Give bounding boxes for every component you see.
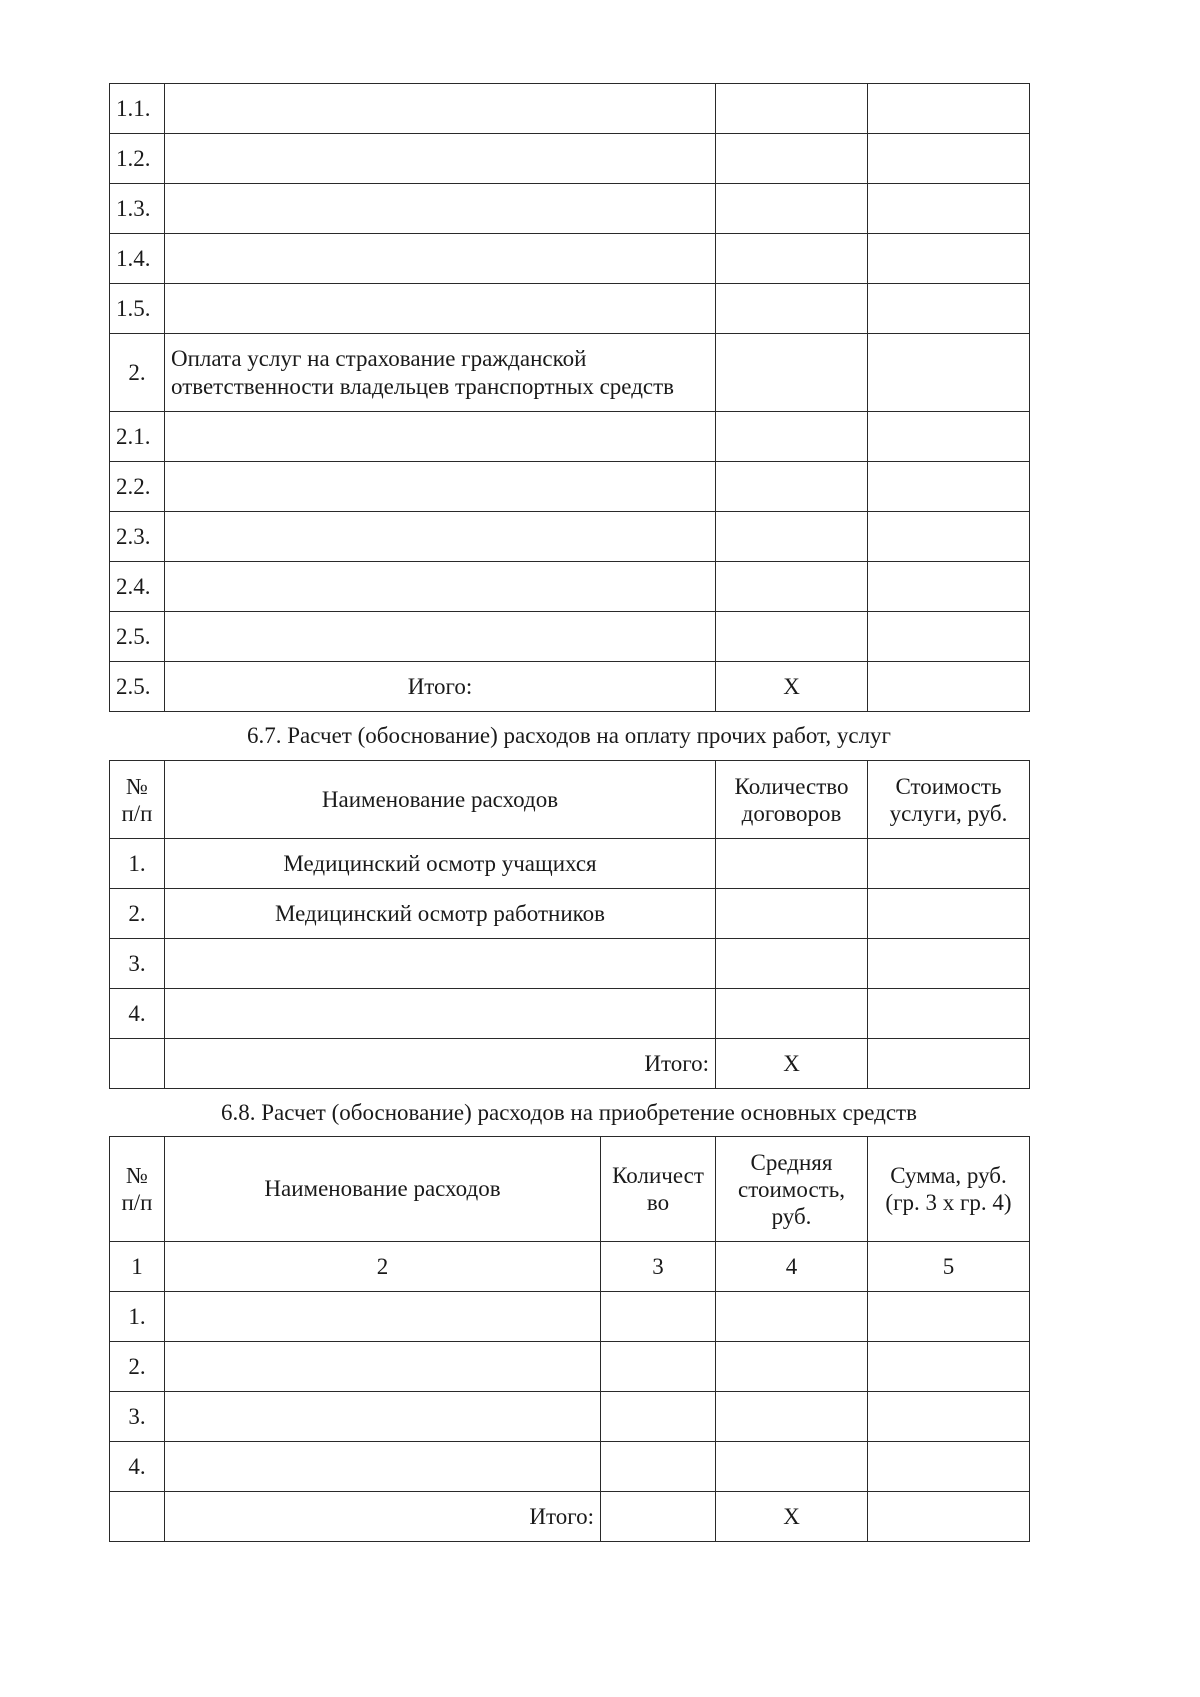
table-row: [110, 462, 1030, 512]
expense-name: [165, 562, 716, 612]
expense-name: [165, 134, 716, 184]
qty-cell: [716, 462, 868, 512]
cost-cell: [868, 889, 1030, 939]
cost-cell: [868, 234, 1030, 284]
expense-name: [165, 184, 716, 234]
cost-cell: [868, 1039, 1030, 1089]
header-avg-line: руб.: [771, 1203, 812, 1229]
column-number: 1: [110, 1242, 165, 1292]
table-row: [110, 1392, 1030, 1442]
expense-name: [165, 462, 716, 512]
column-numbers-row: [110, 1242, 1030, 1292]
row-number: 1.: [110, 1292, 165, 1342]
table-row: [110, 412, 1030, 462]
cost-cell: [868, 512, 1030, 562]
header-cost-line: услуги, руб.: [889, 800, 1008, 826]
qty-cell: [716, 84, 868, 134]
column-number: 4: [716, 1242, 868, 1292]
expense-name: Медицинский осмотр учащихся: [165, 839, 716, 889]
total-label: Итого:: [165, 662, 716, 712]
table-row: [110, 939, 1030, 989]
table-row: [110, 84, 1030, 134]
header-sum-line: Сумма, руб.: [890, 1163, 1007, 1188]
qty-cell: [716, 334, 868, 412]
column-number: 5: [868, 1242, 1030, 1292]
header-qty: [716, 761, 868, 839]
row-number: 1.3.: [110, 184, 165, 234]
table-row: [110, 989, 1030, 1039]
header-num-line: п/п: [121, 800, 153, 826]
table-fixed-assets: [109, 1136, 1030, 1542]
header-sum: [868, 1137, 1030, 1242]
row-number: 2.: [110, 1342, 165, 1392]
row-number: 1.5.: [110, 284, 165, 334]
qty-cell: [716, 562, 868, 612]
table-other-services: [109, 760, 1030, 1089]
header-qty-line: Количество: [734, 773, 849, 799]
qty-cell: [716, 412, 868, 462]
header-row: [110, 761, 1030, 839]
header-qty-line: договоров: [741, 800, 842, 826]
row-number: 1.1.: [110, 84, 165, 134]
header-num-line: №: [126, 773, 148, 799]
avg-cost-cell: [716, 1392, 868, 1442]
header-cost-line: Стоимость: [895, 773, 1002, 799]
sum-cell: [868, 1342, 1030, 1392]
sum-cell: [868, 1442, 1030, 1492]
cost-cell: [868, 184, 1030, 234]
qty-cell: [716, 234, 868, 284]
expense-name: [165, 412, 716, 462]
qty-cell: [716, 184, 868, 234]
total-label: Итого:: [165, 1492, 601, 1542]
header-avg-line: Средняя: [750, 1149, 833, 1175]
qty-cell: [716, 512, 868, 562]
qty-cell: [716, 889, 868, 939]
header-row: [110, 1137, 1030, 1242]
header-num-line: №: [126, 1163, 148, 1188]
cost-cell: [868, 612, 1030, 662]
row-number: 2.: [110, 334, 165, 412]
cost-cell: [868, 84, 1030, 134]
qty-cell: [716, 839, 868, 889]
qty-cell: [716, 939, 868, 989]
cost-cell: [868, 562, 1030, 612]
expense-name: [165, 939, 716, 989]
expense-name: [165, 84, 716, 134]
row-number: 2.5.: [110, 662, 165, 712]
cost-cell: [868, 939, 1030, 989]
sum-cell: [868, 1392, 1030, 1442]
total-row: [110, 1039, 1030, 1089]
header-qty-line: во: [646, 1190, 670, 1215]
expense-name: [165, 284, 716, 334]
row-number: 1.: [110, 839, 165, 889]
row-number: 2.2.: [110, 462, 165, 512]
table-row: [110, 512, 1030, 562]
cost-cell: [868, 839, 1030, 889]
row-number: 2.5.: [110, 612, 165, 662]
table-row: [110, 839, 1030, 889]
expense-name: [165, 1292, 601, 1342]
row-number: 2.1.: [110, 412, 165, 462]
row-number: 2.4.: [110, 562, 165, 612]
header-cost: [868, 761, 1030, 839]
expense-name: [165, 1392, 601, 1442]
expense-name: [165, 334, 716, 412]
avg-cost-cell: [716, 1342, 868, 1392]
table-row: [110, 284, 1030, 334]
column-number: 3: [601, 1242, 716, 1292]
total-row: [110, 662, 1030, 712]
avg-cost-cell: X: [716, 1492, 868, 1542]
section-6-7-title: 6.7. Расчет (обоснование) расходов на оплату прочих работ, услуг: [247, 723, 891, 748]
row-number: 2.3.: [110, 512, 165, 562]
table-row: [110, 1292, 1030, 1342]
table-row: [110, 184, 1030, 234]
expense-name-line: Оплата услуг на страхование гражданской: [171, 345, 587, 371]
qty-cell: X: [716, 662, 868, 712]
expense-name: [165, 1442, 601, 1492]
cost-cell: [868, 334, 1030, 412]
table-row: [110, 1342, 1030, 1392]
header-avg-line: стоимость,: [738, 1176, 845, 1202]
qty-cell: [601, 1492, 716, 1542]
header-qty-line: Количест: [612, 1163, 704, 1188]
qty-cell: [601, 1292, 716, 1342]
row-number: 1.2.: [110, 134, 165, 184]
cost-cell: [868, 662, 1030, 712]
row-number: [110, 1492, 165, 1542]
header-num: [110, 761, 165, 839]
expense-name: Медицинский осмотр работников: [165, 889, 716, 939]
total-row: [110, 1492, 1030, 1542]
qty-cell: X: [716, 1039, 868, 1089]
sum-cell: [868, 1292, 1030, 1342]
header-sum-line: (гр. 3 x гр. 4): [885, 1190, 1012, 1215]
qty-cell: [716, 134, 868, 184]
total-label: Итого:: [165, 1039, 716, 1089]
expense-name: [165, 989, 716, 1039]
avg-cost-cell: [716, 1292, 868, 1342]
header-name: Наименование расходов: [165, 1137, 601, 1242]
row-number: 4.: [110, 1442, 165, 1492]
qty-cell: [601, 1442, 716, 1492]
table-row: [110, 334, 1030, 412]
header-name: Наименование расходов: [165, 761, 716, 839]
expense-name: [165, 512, 716, 562]
header-num-line: п/п: [121, 1190, 153, 1215]
header-avg-cost: [716, 1137, 868, 1242]
expense-name: [165, 234, 716, 284]
section-6-8-title: 6.8. Расчет (обоснование) расходов на приобретение основных средств: [221, 1100, 917, 1125]
cost-cell: [868, 284, 1030, 334]
row-number: [110, 1039, 165, 1089]
qty-cell: [601, 1392, 716, 1442]
table-row: [110, 134, 1030, 184]
row-number: 2.: [110, 889, 165, 939]
qty-cell: [601, 1342, 716, 1392]
row-number: 1.4.: [110, 234, 165, 284]
cost-cell: [868, 412, 1030, 462]
column-number: 2: [165, 1242, 601, 1292]
expense-name: [165, 1342, 601, 1392]
qty-cell: [716, 612, 868, 662]
header-num: [110, 1137, 165, 1242]
row-number: 4.: [110, 989, 165, 1039]
expense-name: [165, 612, 716, 662]
table-row: [110, 234, 1030, 284]
row-number: 3.: [110, 1392, 165, 1442]
table-continuation: [109, 83, 1030, 712]
qty-cell: [716, 284, 868, 334]
row-number: 3.: [110, 939, 165, 989]
table-row: [110, 562, 1030, 612]
table-row: [110, 889, 1030, 939]
sum-cell: [868, 1492, 1030, 1542]
header-qty: [601, 1137, 716, 1242]
cost-cell: [868, 462, 1030, 512]
cost-cell: [868, 134, 1030, 184]
table-row: [110, 612, 1030, 662]
qty-cell: [716, 989, 868, 1039]
expense-name-line: ответственности владельцев транспортных средств: [171, 373, 675, 399]
table-row: [110, 1442, 1030, 1492]
avg-cost-cell: [716, 1442, 868, 1492]
cost-cell: [868, 989, 1030, 1039]
